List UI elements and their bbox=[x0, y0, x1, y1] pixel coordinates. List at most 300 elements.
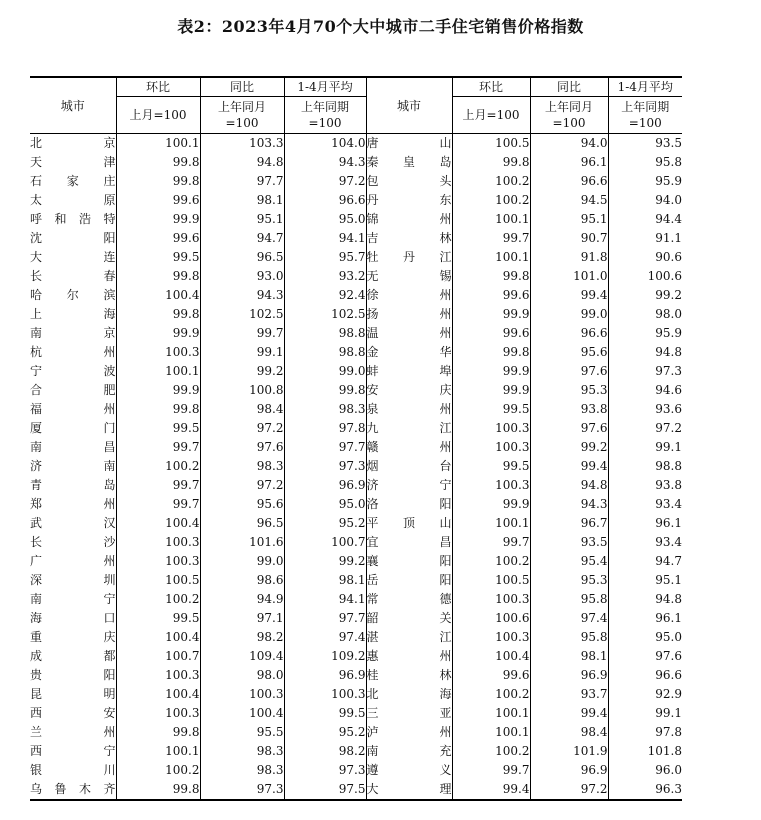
avg-left-cell: 97.7 bbox=[284, 438, 366, 457]
yoy-right-cell: 97.2 bbox=[530, 780, 608, 800]
yoy-left-cell: 109.4 bbox=[200, 647, 284, 666]
avg-left-cell: 95.2 bbox=[284, 514, 366, 533]
table-row bbox=[30, 704, 682, 723]
avg-right-cell: 96.3 bbox=[608, 780, 682, 800]
city-right-cell: 锦州 bbox=[366, 210, 452, 229]
yoy-right-cell: 97.4 bbox=[530, 609, 608, 628]
header-yoy-sub-line1: 上年同月 bbox=[217, 100, 266, 114]
table-row bbox=[30, 381, 682, 400]
yoy-right-cell: 91.8 bbox=[530, 248, 608, 267]
mom-right-cell: 100.5 bbox=[452, 571, 530, 590]
avg-left-cell: 98.8 bbox=[284, 324, 366, 343]
yoy-left-cell: 100.8 bbox=[200, 381, 284, 400]
mom-left-cell: 100.7 bbox=[116, 647, 200, 666]
avg-left-cell: 104.0 bbox=[284, 134, 366, 154]
avg-right-cell: 93.6 bbox=[608, 400, 682, 419]
city-left-cell: 西宁 bbox=[30, 744, 116, 758]
header-mom-right: 环比 bbox=[452, 77, 530, 97]
avg-right-cell: 91.1 bbox=[608, 229, 682, 248]
mom-right-cell: 99.7 bbox=[452, 533, 530, 552]
yoy-left-cell: 101.6 bbox=[200, 533, 284, 552]
mom-left-cell: 100.3 bbox=[116, 533, 200, 552]
yoy-left-cell: 97.6 bbox=[200, 438, 284, 457]
header-avg-sub-line1: 上年同期 bbox=[621, 100, 670, 114]
table-row bbox=[30, 400, 682, 419]
city-left-cell: 石家庄 bbox=[30, 174, 116, 188]
mom-left-cell: 100.1 bbox=[116, 742, 200, 761]
mom-left-cell: 99.5 bbox=[116, 609, 200, 628]
header-yoy-sub-line2: =100 bbox=[225, 116, 259, 130]
avg-right-cell: 95.9 bbox=[608, 324, 682, 343]
mom-right-cell: 99.8 bbox=[452, 153, 530, 172]
yoy-left-cell: 95.5 bbox=[200, 723, 284, 742]
yoy-right-cell: 97.6 bbox=[530, 362, 608, 381]
avg-left-cell: 96.9 bbox=[284, 476, 366, 495]
avg-left-cell: 99.0 bbox=[284, 362, 366, 381]
yoy-right-cell: 96.1 bbox=[530, 153, 608, 172]
avg-right-cell: 96.0 bbox=[608, 761, 682, 780]
yoy-right-cell: 95.8 bbox=[530, 628, 608, 647]
mom-left-cell: 99.8 bbox=[116, 400, 200, 419]
mom-right-cell: 100.1 bbox=[452, 248, 530, 267]
yoy-right-cell: 98.4 bbox=[530, 723, 608, 742]
table-row bbox=[30, 286, 682, 305]
table-row bbox=[30, 134, 682, 154]
avg-left-cell: 93.2 bbox=[284, 267, 366, 286]
city-left-cell: 西安 bbox=[30, 706, 116, 720]
mom-left-cell: 99.8 bbox=[116, 723, 200, 742]
city-left-cell: 济南 bbox=[30, 459, 116, 473]
avg-left-cell: 97.7 bbox=[284, 609, 366, 628]
avg-left-cell: 94.1 bbox=[284, 590, 366, 609]
mom-left-cell: 100.4 bbox=[116, 286, 200, 305]
mom-right-cell: 100.3 bbox=[452, 438, 530, 457]
city-right-cell: 赣州 bbox=[366, 438, 452, 457]
city-left-cell: 重庆 bbox=[30, 630, 116, 644]
header-city-right: 城市 bbox=[366, 77, 452, 134]
mom-right-cell: 100.2 bbox=[452, 552, 530, 571]
city-right-cell: 襄阳 bbox=[366, 552, 452, 571]
table-row bbox=[30, 248, 682, 267]
yoy-right-cell: 96.6 bbox=[530, 172, 608, 191]
mom-left-cell: 100.3 bbox=[116, 343, 200, 362]
yoy-left-cell: 98.3 bbox=[200, 761, 284, 780]
avg-right-cell: 92.9 bbox=[608, 685, 682, 704]
avg-left-cell: 96.9 bbox=[284, 666, 366, 685]
table-row bbox=[30, 552, 682, 571]
mom-left-cell: 99.5 bbox=[116, 248, 200, 267]
header-mom-left: 环比 bbox=[116, 77, 200, 97]
header-avg-sub-line2: =100 bbox=[628, 116, 662, 130]
yoy-left-cell: 95.6 bbox=[200, 495, 284, 514]
header-avg-left: 1-4月平均 bbox=[284, 77, 366, 97]
mom-right-cell: 99.6 bbox=[452, 324, 530, 343]
avg-left-cell: 95.0 bbox=[284, 210, 366, 229]
mom-right-cell: 99.8 bbox=[452, 267, 530, 286]
table-row bbox=[30, 780, 682, 800]
avg-left-cell: 95.2 bbox=[284, 723, 366, 742]
city-left-cell: 昆明 bbox=[30, 687, 116, 701]
mom-left-cell: 100.3 bbox=[116, 704, 200, 723]
city-right-cell: 宜昌 bbox=[366, 533, 452, 552]
city-left-cell: 呼和浩特 bbox=[30, 212, 116, 226]
city-left-cell: 上海 bbox=[30, 307, 116, 321]
city-right-cell: 泸州 bbox=[366, 723, 452, 742]
city-right-cell: 吉林 bbox=[366, 229, 452, 248]
avg-right-cell: 101.8 bbox=[608, 742, 682, 761]
city-left-cell: 深圳 bbox=[30, 573, 116, 587]
city-left-cell: 杭州 bbox=[30, 345, 116, 359]
avg-right-cell: 93.5 bbox=[608, 134, 682, 154]
avg-right-cell: 96.6 bbox=[608, 666, 682, 685]
yoy-left-cell: 93.0 bbox=[200, 267, 284, 286]
yoy-right-cell: 96.9 bbox=[530, 666, 608, 685]
avg-right-cell: 99.1 bbox=[608, 704, 682, 723]
city-left-cell: 大连 bbox=[30, 250, 116, 264]
city-left-cell: 太原 bbox=[30, 193, 116, 207]
yoy-right-cell: 99.0 bbox=[530, 305, 608, 324]
header-yoy-sub-right bbox=[530, 97, 608, 134]
table-row bbox=[30, 571, 682, 590]
mom-left-cell: 99.9 bbox=[116, 381, 200, 400]
table-row bbox=[30, 761, 682, 780]
avg-left-cell: 100.3 bbox=[284, 685, 366, 704]
table-row bbox=[30, 438, 682, 457]
mom-right-cell: 99.9 bbox=[452, 362, 530, 381]
table-row bbox=[30, 229, 682, 248]
mom-left-cell: 99.9 bbox=[116, 210, 200, 229]
avg-left-cell: 97.4 bbox=[284, 628, 366, 647]
yoy-left-cell: 99.0 bbox=[200, 552, 284, 571]
yoy-right-cell: 94.0 bbox=[530, 134, 608, 154]
city-left-cell: 郑州 bbox=[30, 497, 116, 511]
header-yoy-sub-left bbox=[200, 97, 284, 134]
mom-left-cell: 99.7 bbox=[116, 476, 200, 495]
yoy-left-cell: 99.2 bbox=[200, 362, 284, 381]
mom-left-cell: 100.2 bbox=[116, 590, 200, 609]
mom-right-cell: 100.3 bbox=[452, 476, 530, 495]
yoy-left-cell: 97.1 bbox=[200, 609, 284, 628]
mom-left-cell: 99.8 bbox=[116, 305, 200, 324]
mom-left-cell: 99.8 bbox=[116, 780, 200, 800]
yoy-left-cell: 99.1 bbox=[200, 343, 284, 362]
mom-left-cell: 99.7 bbox=[116, 495, 200, 514]
city-left-cell: 乌鲁木齐 bbox=[30, 780, 116, 800]
avg-left-cell: 95.0 bbox=[284, 495, 366, 514]
avg-right-cell: 100.6 bbox=[608, 267, 682, 286]
city-right-cell: 大理 bbox=[366, 780, 452, 800]
mom-left-cell: 99.8 bbox=[116, 153, 200, 172]
avg-left-cell: 96.6 bbox=[284, 191, 366, 210]
avg-left-cell: 109.2 bbox=[284, 647, 366, 666]
mom-right-cell: 99.5 bbox=[452, 400, 530, 419]
table-row bbox=[30, 305, 682, 324]
yoy-right-cell: 96.6 bbox=[530, 324, 608, 343]
city-left-cell: 兰州 bbox=[30, 725, 116, 739]
city-left-cell: 南京 bbox=[30, 326, 116, 340]
yoy-left-cell: 102.5 bbox=[200, 305, 284, 324]
avg-right-cell: 94.4 bbox=[608, 210, 682, 229]
avg-right-cell: 95.8 bbox=[608, 153, 682, 172]
avg-left-cell: 95.7 bbox=[284, 248, 366, 267]
mom-left-cell: 99.7 bbox=[116, 438, 200, 457]
yoy-right-cell: 97.6 bbox=[530, 419, 608, 438]
avg-left-cell: 99.2 bbox=[284, 552, 366, 571]
mom-right-cell: 100.3 bbox=[452, 628, 530, 647]
table-row bbox=[30, 609, 682, 628]
mom-right-cell: 99.9 bbox=[452, 305, 530, 324]
avg-right-cell: 98.8 bbox=[608, 457, 682, 476]
city-left-cell: 广州 bbox=[30, 554, 116, 568]
mom-right-cell: 100.5 bbox=[452, 134, 530, 154]
city-left-cell: 天津 bbox=[30, 155, 116, 169]
header-yoy-sub-line2: =100 bbox=[552, 116, 586, 130]
header-yoy-left: 同比 bbox=[200, 77, 284, 97]
header-avg-right: 1-4月平均 bbox=[608, 77, 682, 97]
table-row bbox=[30, 343, 682, 362]
table-row bbox=[30, 723, 682, 742]
yoy-right-cell: 101.0 bbox=[530, 267, 608, 286]
city-right-cell: 桂林 bbox=[366, 666, 452, 685]
yoy-left-cell: 97.3 bbox=[200, 780, 284, 800]
yoy-left-cell: 97.2 bbox=[200, 419, 284, 438]
city-right-cell: 九江 bbox=[366, 419, 452, 438]
yoy-left-cell: 96.5 bbox=[200, 514, 284, 533]
yoy-right-cell: 99.4 bbox=[530, 286, 608, 305]
city-left-cell: 哈尔滨 bbox=[30, 288, 116, 302]
avg-left-cell: 97.2 bbox=[284, 172, 366, 191]
city-right-cell: 岳阳 bbox=[366, 571, 452, 590]
avg-right-cell: 95.9 bbox=[608, 172, 682, 191]
yoy-right-cell: 93.8 bbox=[530, 400, 608, 419]
city-left-cell: 海口 bbox=[30, 611, 116, 625]
avg-right-cell: 97.6 bbox=[608, 647, 682, 666]
header-mom-sub-left: 上月=100 bbox=[116, 97, 200, 134]
avg-right-cell: 94.6 bbox=[608, 381, 682, 400]
mom-right-cell: 100.1 bbox=[452, 704, 530, 723]
avg-right-cell: 96.1 bbox=[608, 609, 682, 628]
table-row bbox=[30, 742, 682, 761]
city-right-cell: 洛阳 bbox=[366, 495, 452, 514]
mom-left-cell: 100.1 bbox=[116, 362, 200, 381]
mom-left-cell: 100.4 bbox=[116, 514, 200, 533]
mom-left-cell: 100.3 bbox=[116, 666, 200, 685]
avg-right-cell: 93.4 bbox=[608, 495, 682, 514]
mom-right-cell: 100.3 bbox=[452, 590, 530, 609]
yoy-right-cell: 90.7 bbox=[530, 229, 608, 248]
avg-right-cell: 94.8 bbox=[608, 590, 682, 609]
avg-right-cell: 97.8 bbox=[608, 723, 682, 742]
avg-right-cell: 94.8 bbox=[608, 343, 682, 362]
avg-left-cell: 94.3 bbox=[284, 153, 366, 172]
avg-right-cell: 94.7 bbox=[608, 552, 682, 571]
yoy-right-cell: 99.4 bbox=[530, 704, 608, 723]
yoy-left-cell: 100.3 bbox=[200, 685, 284, 704]
city-right-cell: 温州 bbox=[366, 324, 452, 343]
table-row bbox=[30, 362, 682, 381]
city-right-cell: 泉州 bbox=[366, 400, 452, 419]
table-row bbox=[30, 533, 682, 552]
mom-right-cell: 100.2 bbox=[452, 191, 530, 210]
city-right-cell: 北海 bbox=[366, 685, 452, 704]
avg-left-cell: 100.7 bbox=[284, 533, 366, 552]
city-right-cell: 包头 bbox=[366, 172, 452, 191]
table-row bbox=[30, 457, 682, 476]
avg-right-cell: 90.6 bbox=[608, 248, 682, 267]
mom-left-cell: 100.2 bbox=[116, 457, 200, 476]
avg-right-cell: 99.1 bbox=[608, 438, 682, 457]
yoy-right-cell: 95.1 bbox=[530, 210, 608, 229]
avg-right-cell: 93.8 bbox=[608, 476, 682, 495]
header-yoy-right: 同比 bbox=[530, 77, 608, 97]
yoy-right-cell: 95.8 bbox=[530, 590, 608, 609]
table-row bbox=[30, 666, 682, 685]
yoy-right-cell: 95.3 bbox=[530, 571, 608, 590]
header-row-2 bbox=[30, 97, 682, 134]
city-right-cell: 烟台 bbox=[366, 457, 452, 476]
yoy-right-cell: 101.9 bbox=[530, 742, 608, 761]
mom-right-cell: 99.6 bbox=[452, 666, 530, 685]
avg-left-cell: 97.8 bbox=[284, 419, 366, 438]
mom-left-cell: 99.6 bbox=[116, 229, 200, 248]
avg-right-cell: 97.2 bbox=[608, 419, 682, 438]
header-mom-sub-right: 上月=100 bbox=[452, 97, 530, 134]
table-row bbox=[30, 647, 682, 666]
city-left-cell: 北京 bbox=[30, 136, 116, 150]
table-row bbox=[30, 172, 682, 191]
city-left-cell: 南昌 bbox=[30, 440, 116, 454]
yoy-left-cell: 95.1 bbox=[200, 210, 284, 229]
header-avg-sub-line1: 上年同期 bbox=[300, 100, 349, 114]
avg-left-cell: 94.1 bbox=[284, 229, 366, 248]
city-right-cell: 平顶山 bbox=[366, 514, 452, 533]
yoy-left-cell: 98.3 bbox=[200, 742, 284, 761]
city-right-cell: 金华 bbox=[366, 343, 452, 362]
yoy-left-cell: 94.3 bbox=[200, 286, 284, 305]
mom-left-cell: 100.4 bbox=[116, 628, 200, 647]
city-right-cell: 无锡 bbox=[366, 267, 452, 286]
avg-left-cell: 98.3 bbox=[284, 400, 366, 419]
mom-left-cell: 100.4 bbox=[116, 685, 200, 704]
mom-right-cell: 100.2 bbox=[452, 742, 530, 761]
mom-right-cell: 100.1 bbox=[452, 210, 530, 229]
header-avg-sub-line2: =100 bbox=[308, 116, 342, 130]
mom-right-cell: 100.1 bbox=[452, 514, 530, 533]
mom-right-cell: 99.9 bbox=[452, 495, 530, 514]
yoy-left-cell: 98.3 bbox=[200, 457, 284, 476]
city-right-cell: 济宁 bbox=[366, 476, 452, 495]
city-left-cell: 南宁 bbox=[30, 592, 116, 606]
avg-left-cell: 98.8 bbox=[284, 343, 366, 362]
avg-left-cell: 97.5 bbox=[284, 780, 366, 800]
header-avg-sub-right bbox=[608, 97, 682, 134]
mom-left-cell: 100.2 bbox=[116, 761, 200, 780]
yoy-left-cell: 94.7 bbox=[200, 229, 284, 248]
avg-right-cell: 95.0 bbox=[608, 628, 682, 647]
yoy-right-cell: 94.3 bbox=[530, 495, 608, 514]
mom-left-cell: 99.5 bbox=[116, 419, 200, 438]
city-right-cell: 湛江 bbox=[366, 628, 452, 647]
city-left-cell: 长春 bbox=[30, 269, 116, 283]
yoy-right-cell: 93.5 bbox=[530, 533, 608, 552]
avg-right-cell: 98.0 bbox=[608, 305, 682, 324]
yoy-left-cell: 98.4 bbox=[200, 400, 284, 419]
table-row bbox=[30, 324, 682, 343]
mom-left-cell: 100.1 bbox=[116, 134, 200, 154]
mom-right-cell: 100.3 bbox=[452, 419, 530, 438]
yoy-left-cell: 98.0 bbox=[200, 666, 284, 685]
mom-left-cell: 99.9 bbox=[116, 324, 200, 343]
avg-left-cell: 99.8 bbox=[284, 381, 366, 400]
table-row bbox=[30, 191, 682, 210]
price-index-table bbox=[30, 76, 682, 801]
avg-right-cell: 95.1 bbox=[608, 571, 682, 590]
yoy-left-cell: 94.9 bbox=[200, 590, 284, 609]
yoy-left-cell: 98.6 bbox=[200, 571, 284, 590]
avg-right-cell: 94.0 bbox=[608, 191, 682, 210]
avg-left-cell: 102.5 bbox=[284, 305, 366, 324]
header-avg-sub-left bbox=[284, 97, 366, 134]
table-row bbox=[30, 685, 682, 704]
mom-right-cell: 100.6 bbox=[452, 609, 530, 628]
avg-left-cell: 98.1 bbox=[284, 571, 366, 590]
yoy-right-cell: 98.1 bbox=[530, 647, 608, 666]
city-right-cell: 安庆 bbox=[366, 381, 452, 400]
yoy-left-cell: 94.8 bbox=[200, 153, 284, 172]
city-left-cell: 沈阳 bbox=[30, 231, 116, 245]
mom-right-cell: 99.5 bbox=[452, 457, 530, 476]
city-left-cell: 银川 bbox=[30, 763, 116, 777]
avg-left-cell: 97.3 bbox=[284, 761, 366, 780]
header-city-left: 城市 bbox=[30, 77, 116, 134]
city-right-cell: 三亚 bbox=[366, 704, 452, 723]
city-right-cell: 秦皇岛 bbox=[366, 153, 452, 172]
yoy-right-cell: 93.7 bbox=[530, 685, 608, 704]
yoy-left-cell: 98.1 bbox=[200, 191, 284, 210]
avg-right-cell: 97.3 bbox=[608, 362, 682, 381]
mom-right-cell: 100.2 bbox=[452, 172, 530, 191]
avg-left-cell: 99.5 bbox=[284, 704, 366, 723]
yoy-left-cell: 99.7 bbox=[200, 324, 284, 343]
mom-right-cell: 99.7 bbox=[452, 761, 530, 780]
avg-right-cell: 96.1 bbox=[608, 514, 682, 533]
mom-left-cell: 100.5 bbox=[116, 571, 200, 590]
mom-right-cell: 100.4 bbox=[452, 647, 530, 666]
table-row bbox=[30, 590, 682, 609]
city-right-cell: 丹东 bbox=[366, 191, 452, 210]
city-left-cell: 长沙 bbox=[30, 535, 116, 549]
city-right-cell: 蚌埠 bbox=[366, 362, 452, 381]
table-row bbox=[30, 628, 682, 647]
city-left-cell: 宁波 bbox=[30, 364, 116, 378]
header-yoy-sub-line1: 上年同月 bbox=[544, 100, 593, 114]
table-row bbox=[30, 210, 682, 229]
mom-right-cell: 99.4 bbox=[452, 780, 530, 800]
yoy-right-cell: 94.8 bbox=[530, 476, 608, 495]
yoy-right-cell: 94.5 bbox=[530, 191, 608, 210]
yoy-left-cell: 98.2 bbox=[200, 628, 284, 647]
mom-right-cell: 100.2 bbox=[452, 685, 530, 704]
avg-left-cell: 97.3 bbox=[284, 457, 366, 476]
table-row bbox=[30, 476, 682, 495]
avg-left-cell: 92.4 bbox=[284, 286, 366, 305]
mom-right-cell: 99.6 bbox=[452, 286, 530, 305]
mom-right-cell: 100.1 bbox=[452, 723, 530, 742]
yoy-right-cell: 95.3 bbox=[530, 381, 608, 400]
mom-left-cell: 99.8 bbox=[116, 267, 200, 286]
mom-right-cell: 99.8 bbox=[452, 343, 530, 362]
city-left-cell: 厦门 bbox=[30, 421, 116, 435]
